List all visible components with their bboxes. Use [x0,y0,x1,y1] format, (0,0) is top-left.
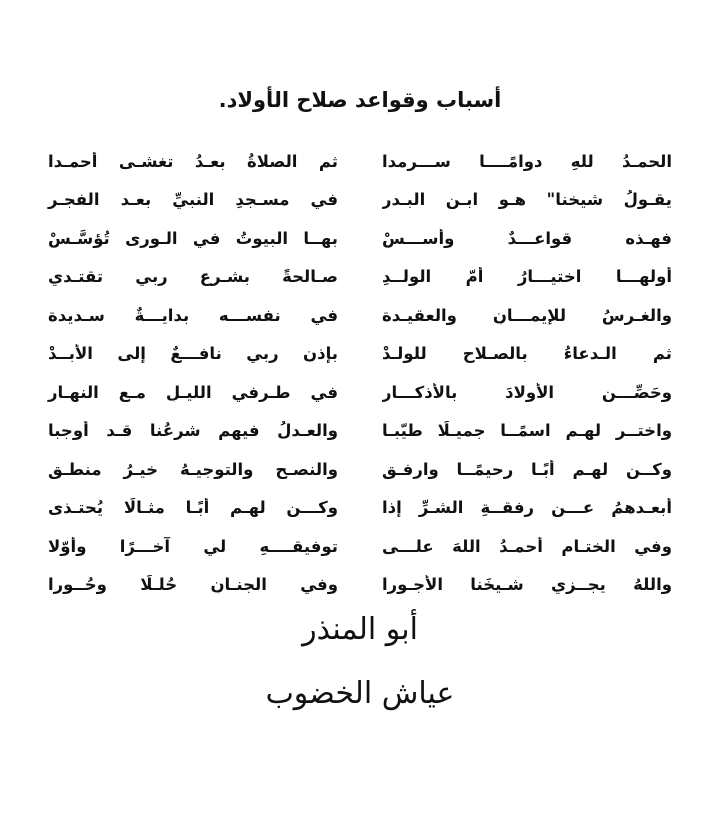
verse-second-half: والعـدلُ فيهم شرعُنا قـد أوجبا [48,421,338,441]
verse-row [40,489,680,528]
poem-title: أسباب وقواعد صلاح الأولاد. [218,88,502,112]
verse-second-half: ثم الصلاةُ بعـدُ تغشـى أحمـدا [48,151,338,171]
verse-first-half: أولهـــا اختيـــارُ أمّ الولــدِ [382,267,672,287]
verse-row [40,296,680,335]
verse-second-half: وكـــن لهـم أبًـا مثـالًا يُحتـذى [48,498,338,518]
verse-second-half: في طـرفي الليـلِ مـع النهـارِ [48,382,338,402]
verse-second-half: في نفســـه بدايـــةٌ سـديدة [48,305,338,325]
verse-second-half: صـالحةً بشـرعِ ربي تقتـدي [48,267,338,287]
verse-second-half: في مسـجدِ النبيِّ بعـد الفجـرِ [48,190,338,210]
verse-row [40,527,680,566]
verse-first-half: أبعـدهمُ عـــن رفقــةِ الشـرِّ إذا [382,498,672,518]
verse-row [40,373,680,412]
verse-first-half: فهـذه قواعـــدٌ وأســـسْ [382,228,672,248]
verse-first-half: وكــن لهـم أبًـا رحيمًــا وارفـقِ [382,459,672,479]
verse-second-half: بإذن ربي نافـــعٌ إلى الأبــدْ [48,344,338,364]
verse-row [40,258,680,297]
verse-second-half: بهــا البيوتُ في الـورى تُؤسَّـسْ [48,228,338,248]
verse-row [40,412,680,451]
verse-first-half: واختــر لهـم اسمًــا جميـلًا طيّبـا [382,421,672,441]
verse-first-half: والغـرسُ للإيمـــانِ والعقيـدة [382,305,672,325]
verse-row [40,335,680,374]
author-name: عياش الخضوب [265,676,455,711]
verse-row [40,450,680,489]
verse-second-half: توفيقــــهِ لي آخـــرًا وأوّلا [48,536,338,556]
verse-row [40,142,680,181]
verse-first-half: ثم الـدعاءُ بالصـلاحِ للولـدْ [382,344,672,364]
verse-second-half: والنصـحِ والتوجيـهُ خيـرُ منطـقِ [48,459,338,479]
verse-row [40,181,680,220]
verse-first-half: يقـولُ شيخنا" هـو ابـن البـدرِ [382,190,672,210]
verse-first-half: واللهُ يجــزي شـيخَنا الأجـورا [382,575,672,595]
author-kunya: أبو المنذر [302,612,418,647]
verse-row [40,566,680,605]
poem-body [40,142,680,604]
verse-first-half: الحمـدُ للهِ دوامًــــا ســـرمدا [382,151,672,171]
verse-first-half: وحَصِّـــنِ الأولادَ بالأذكـــارِ [382,382,672,402]
verse-row [40,219,680,258]
verse-second-half: وفي الجنـانِ حُلـلًا وحُــورا [48,575,338,595]
verse-first-half: وفي الختـامِ أحمـدُ اللهَ علـــى [382,536,672,556]
